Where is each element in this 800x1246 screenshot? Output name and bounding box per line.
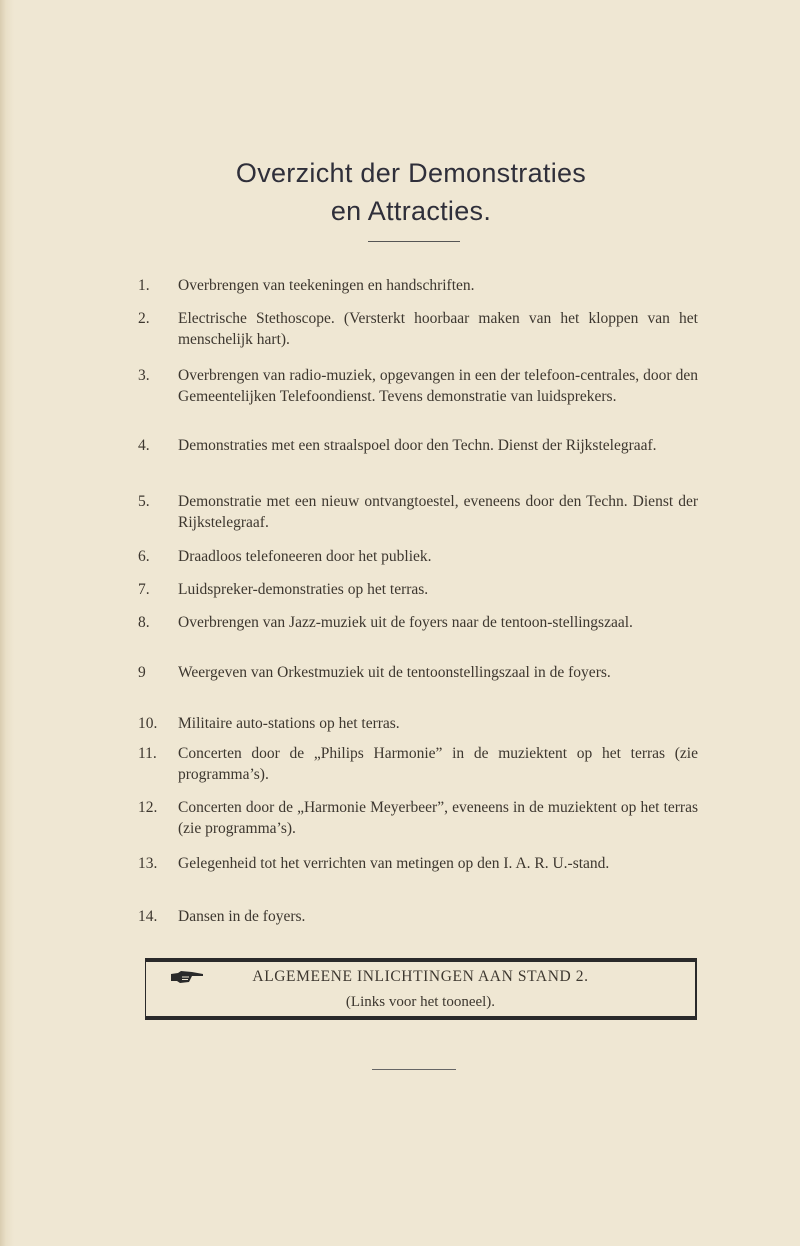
item-text: Militaire auto-stations op het terras. xyxy=(178,715,400,732)
item-text: Gelegenheid tot het verrichten van metingen op den I. A. R. U.-stand. xyxy=(178,855,610,872)
item-number: 13. xyxy=(138,855,158,872)
item-number: 5. xyxy=(138,493,150,510)
item-number: 2. xyxy=(138,310,150,327)
item-number: 1. xyxy=(138,277,150,294)
item-text: Overbrengen van Jazz-muziek uit de foyers naar de tentoon-stellingszaal. xyxy=(178,614,633,631)
item-number: 4. xyxy=(138,437,150,454)
item-text: Concerten door de „Harmonie Meyerbeer”, eveneens in de muziektent op het terras (zie programma’s). xyxy=(178,799,698,837)
item-text: Electrische Stethoscope. (Versterkt hoorbaar maken van het kloppen van het menschelijk hart). xyxy=(178,310,698,348)
item-number: 14. xyxy=(138,908,158,925)
page-subtitle: en Attracties. xyxy=(330,196,492,226)
item-text: Dansen in de foyers. xyxy=(178,908,306,925)
item-number: 9 xyxy=(138,664,146,681)
item-number: 11. xyxy=(138,745,157,762)
item-number: 7. xyxy=(138,581,150,598)
item-text: Concerten door de „Philips Harmonie” in de muziektent op het terras (zie programma’s). xyxy=(178,745,698,783)
item-text: Draadloos telefoneeren door het publiek. xyxy=(178,548,432,565)
page-title: Overzicht der Demonstraties xyxy=(235,158,587,188)
item-number: 10. xyxy=(138,715,158,732)
item-number: 12. xyxy=(138,799,158,816)
item-text: Weergeven van Orkestmuziek uit de tentoonstellingszaal in de foyers. xyxy=(178,664,611,681)
item-text: Demonstraties met een straalspoel door den Techn. Dienst der Rijkstelegraaf. xyxy=(178,437,657,454)
notice-box xyxy=(145,958,697,1020)
item-text: Luidspreker-demonstraties op het terras. xyxy=(178,581,429,598)
bottom-divider xyxy=(372,1069,456,1070)
item-number: 6. xyxy=(138,548,150,565)
title-divider xyxy=(368,241,460,242)
item-number: 3. xyxy=(138,367,150,384)
notice-subtext: (Links voor het tooneel). xyxy=(345,994,496,1010)
item-text: Demonstratie met een nieuw ontvangtoestel, eveneens door den Techn. Dienst der Rijkstelegraaf. xyxy=(178,493,698,531)
item-text: Overbrengen van teekeningen en handschriften. xyxy=(178,277,475,294)
notice-heading: ALGEMEENE INLICHTINGEN AAN STAND 2. xyxy=(252,968,589,985)
item-text: Overbrengen van radio-muziek, opgevangen in een der telefoon-centrales, door den Gemeentelijken Telefoondienst. Tevens demonstratie van luidsprekers. xyxy=(178,367,698,405)
item-number: 8. xyxy=(138,614,150,631)
